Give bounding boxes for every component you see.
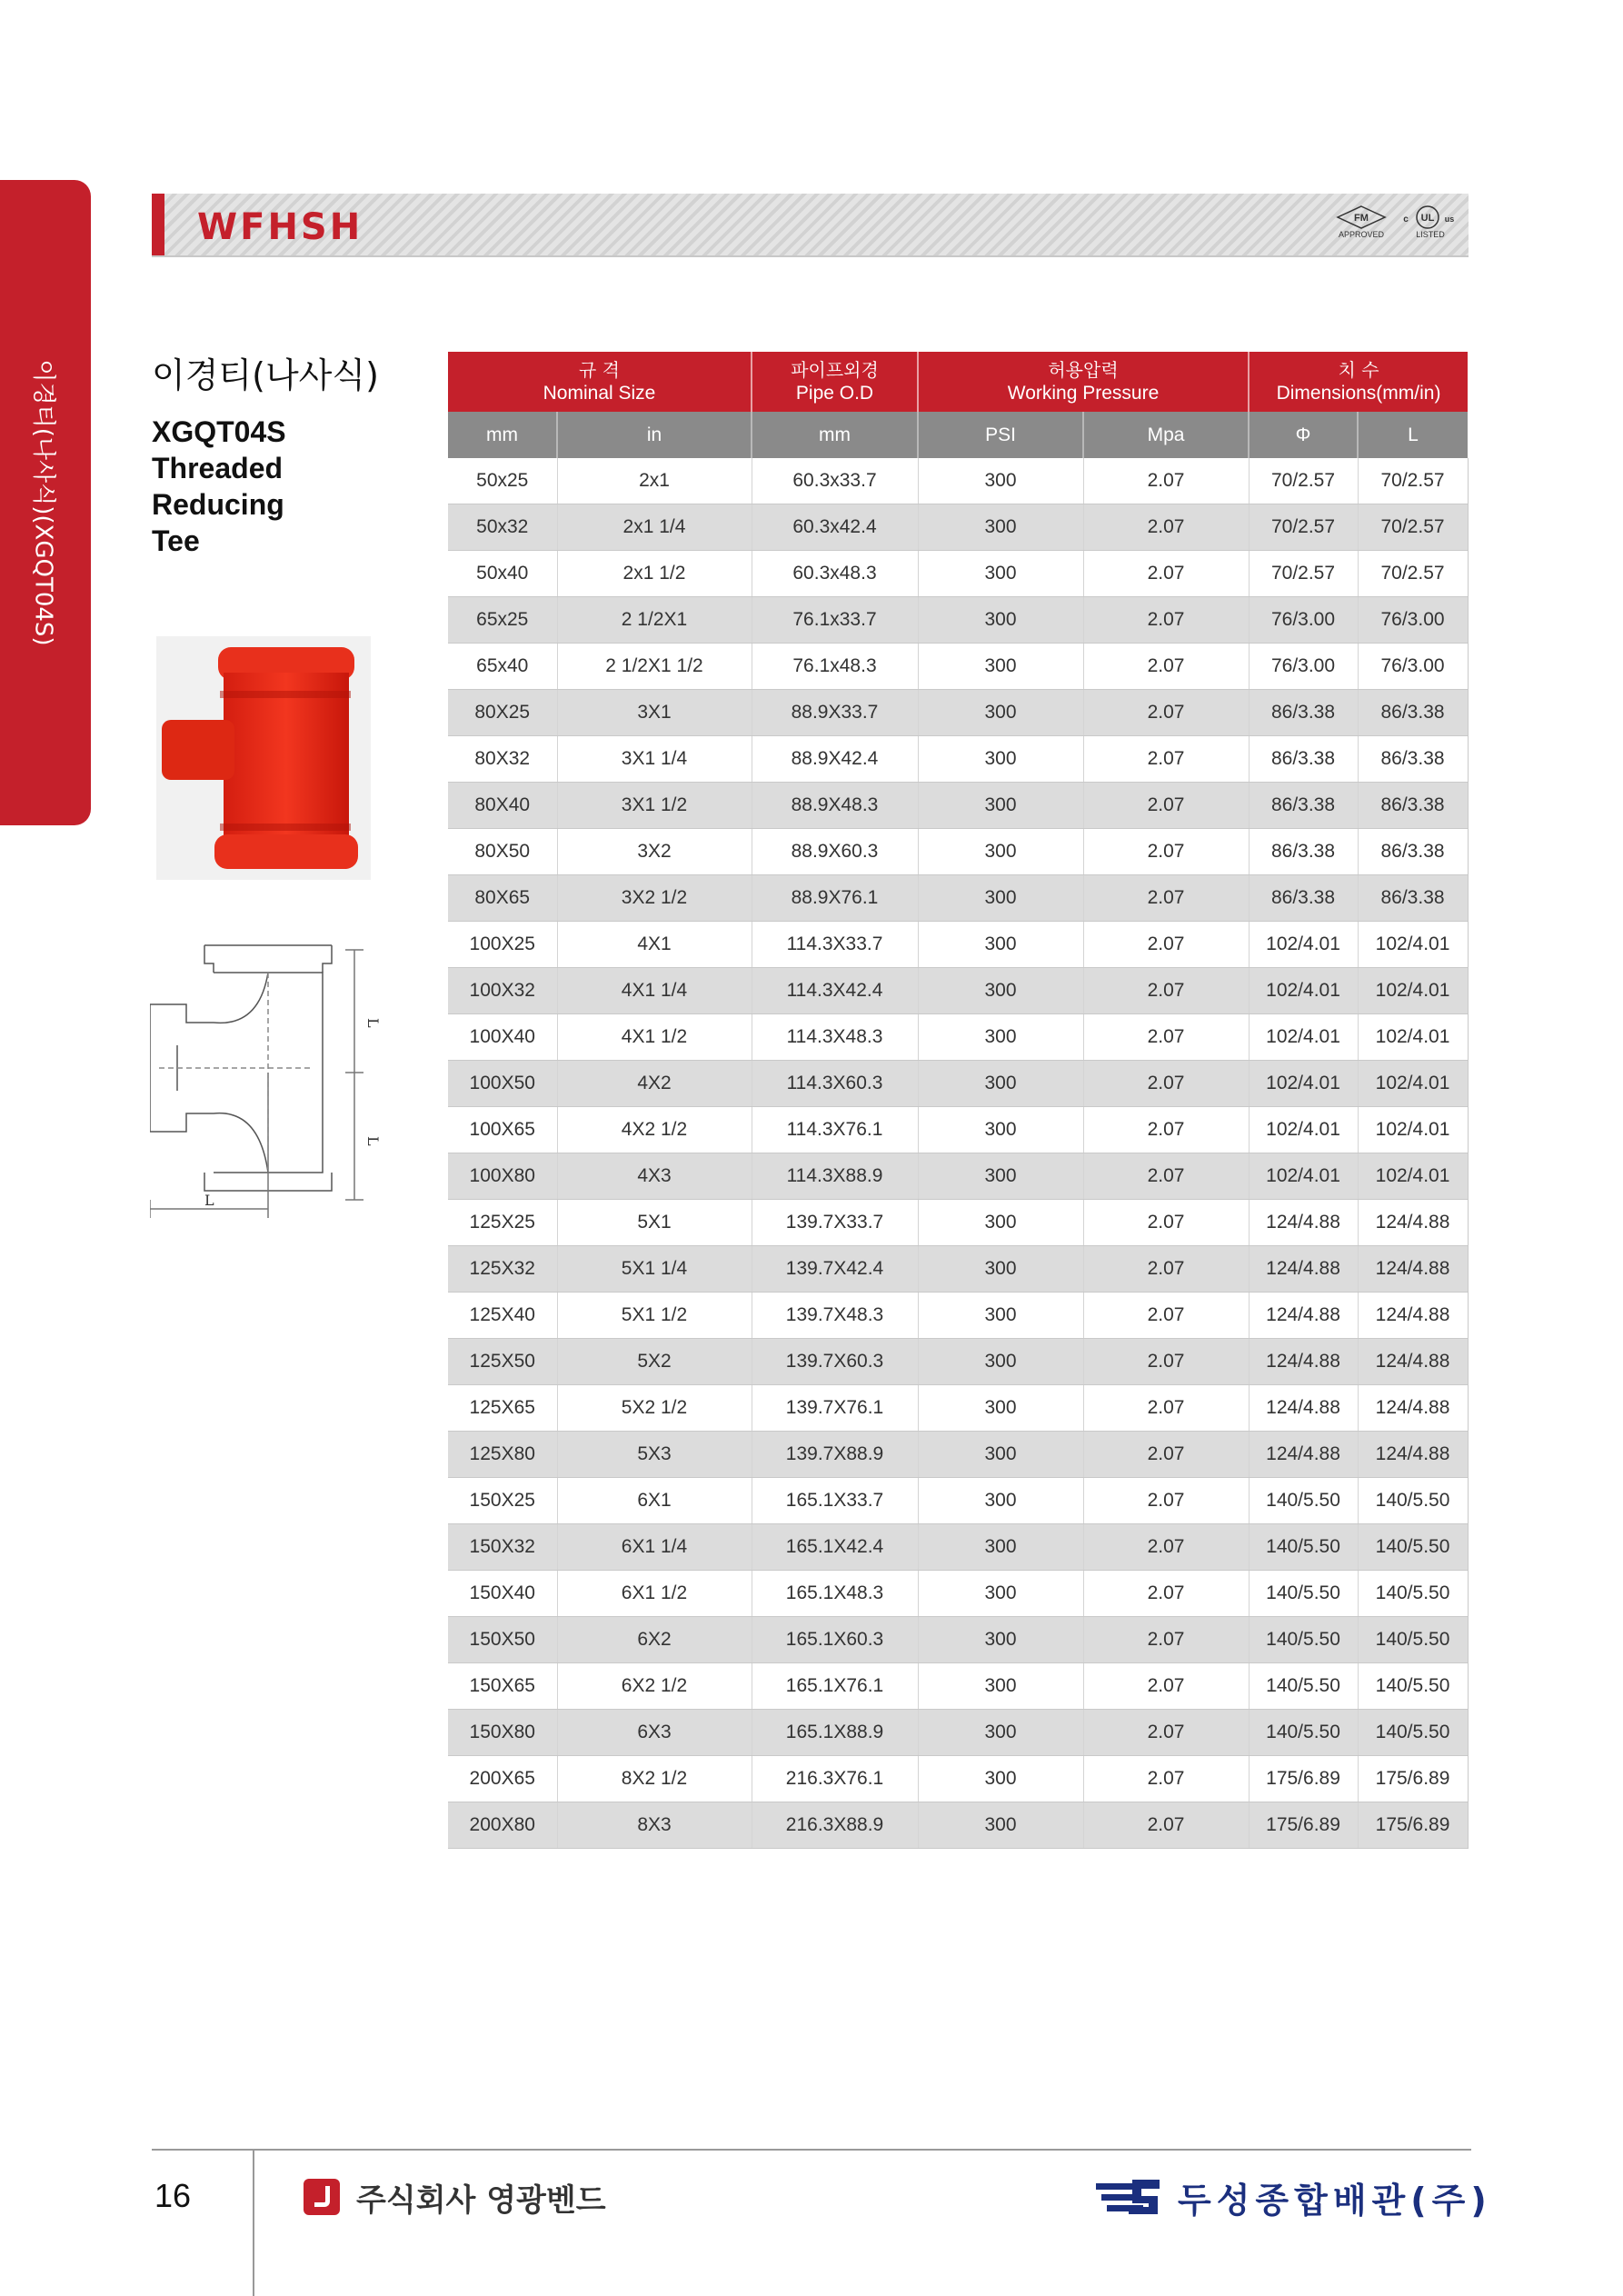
table-row	[448, 829, 1468, 875]
cell-pipe-od: 165.1X48.3	[752, 1571, 918, 1617]
cell-psi: 300	[918, 1200, 1083, 1246]
ul-label: LISTED	[1416, 230, 1445, 239]
cell-l: 175/6.89	[1358, 1802, 1468, 1849]
cell-pipe-od: 60.3x33.7	[752, 458, 918, 504]
cell-l: 70/2.57	[1358, 504, 1468, 551]
cell-l: 86/3.38	[1358, 690, 1468, 736]
cell-size-in: 4X1	[557, 922, 752, 968]
cell-mpa: 2.07	[1083, 875, 1249, 922]
cell-size-mm: 150X50	[448, 1617, 557, 1663]
cell-size-mm: 150X40	[448, 1571, 557, 1617]
fm-diamond-icon	[1336, 205, 1387, 230]
cell-size-mm: 100X32	[448, 968, 557, 1014]
cell-mpa: 2.07	[1083, 1524, 1249, 1571]
cell-phi: 70/2.57	[1249, 458, 1358, 504]
cell-size-mm: 125X25	[448, 1200, 557, 1246]
cell-size-mm: 125X50	[448, 1339, 557, 1385]
table-row	[448, 1478, 1468, 1524]
fm-label: APPROVED	[1338, 230, 1384, 239]
cell-size-mm: 80X40	[448, 783, 557, 829]
cell-pipe-od: 88.9X48.3	[752, 783, 918, 829]
cell-phi: 76/3.00	[1249, 597, 1358, 644]
footer-divider	[152, 2149, 1471, 2151]
cell-size-in: 4X2 1/2	[557, 1107, 752, 1153]
cell-phi: 140/5.50	[1249, 1710, 1358, 1756]
doosung-logo-icon	[1096, 2176, 1161, 2218]
cell-size-mm: 80X65	[448, 875, 557, 922]
cell-pipe-od: 216.3X88.9	[752, 1802, 918, 1849]
page-number: 16	[154, 2177, 192, 2214]
cell-l: 86/3.38	[1358, 829, 1468, 875]
table-row	[448, 1385, 1468, 1432]
cell-size-mm: 150X80	[448, 1710, 557, 1756]
cell-psi: 300	[918, 1014, 1083, 1061]
cell-l: 102/4.01	[1358, 1061, 1468, 1107]
table-row	[448, 1710, 1468, 1756]
cell-l: 140/5.50	[1358, 1617, 1468, 1663]
cell-size-in: 8X2 1/2	[557, 1756, 752, 1802]
cell-psi: 300	[918, 690, 1083, 736]
cell-pipe-od: 139.7X76.1	[752, 1385, 918, 1432]
company-right-name: 두성종합배관(주)	[1178, 2180, 1492, 2221]
table-row	[448, 1061, 1468, 1107]
cell-size-mm: 50x32	[448, 504, 557, 551]
cell-pipe-od: 216.3X76.1	[752, 1756, 918, 1802]
cell-mpa: 2.07	[1083, 829, 1249, 875]
cell-phi: 140/5.50	[1249, 1571, 1358, 1617]
cell-phi: 86/3.38	[1249, 783, 1358, 829]
cell-pipe-od: 76.1x48.3	[752, 644, 918, 690]
table-row	[448, 783, 1468, 829]
cell-l: 102/4.01	[1358, 1014, 1468, 1061]
cell-l: 70/2.57	[1358, 551, 1468, 597]
cell-phi: 175/6.89	[1249, 1756, 1358, 1802]
product-model: XGQT04S	[152, 415, 286, 448]
technical-drawing	[150, 936, 386, 1218]
cell-phi: 124/4.88	[1249, 1246, 1358, 1293]
cell-size-in: 2 1/2X1 1/2	[557, 644, 752, 690]
cell-size-in: 3X1 1/4	[557, 736, 752, 783]
cell-l: 124/4.88	[1358, 1293, 1468, 1339]
cell-pipe-od: 165.1X42.4	[752, 1524, 918, 1571]
table-row	[448, 1014, 1468, 1061]
cell-mpa: 2.07	[1083, 644, 1249, 690]
cell-pipe-od: 139.7X33.7	[752, 1200, 918, 1246]
cell-l: 76/3.00	[1358, 644, 1468, 690]
table-row	[448, 1432, 1468, 1478]
tee-cross-section-icon	[150, 936, 386, 1218]
cell-mpa: 2.07	[1083, 597, 1249, 644]
cell-pipe-od: 165.1X33.7	[752, 1478, 918, 1524]
subheader-mm: mm	[448, 412, 557, 458]
cell-pipe-od: 88.9X42.4	[752, 736, 918, 783]
cell-l: 124/4.88	[1358, 1432, 1468, 1478]
cell-l: 140/5.50	[1358, 1571, 1468, 1617]
cell-size-mm: 200X80	[448, 1802, 557, 1849]
red-tee-fitting-icon	[156, 636, 371, 880]
cell-psi: 300	[918, 1293, 1083, 1339]
cell-mpa: 2.07	[1083, 504, 1249, 551]
cell-mpa: 2.07	[1083, 1246, 1249, 1293]
table-row	[448, 644, 1468, 690]
header-working-pressure: 허용압력 Working Pressure	[918, 352, 1249, 412]
table-row	[448, 1246, 1468, 1293]
cell-phi: 140/5.50	[1249, 1663, 1358, 1710]
cell-size-mm: 80X50	[448, 829, 557, 875]
cell-pipe-od: 139.7X60.3	[752, 1339, 918, 1385]
cell-size-in: 2x1	[557, 458, 752, 504]
product-name-line: Reducing	[152, 488, 284, 521]
cell-mpa: 2.07	[1083, 1014, 1249, 1061]
cell-phi: 124/4.88	[1249, 1339, 1358, 1385]
sub-header-row	[448, 412, 1468, 458]
cell-pipe-od: 114.3X76.1	[752, 1107, 918, 1153]
cell-phi: 102/4.01	[1249, 922, 1358, 968]
product-photo	[156, 636, 371, 880]
cell-phi: 86/3.38	[1249, 829, 1358, 875]
cell-psi: 300	[918, 1061, 1083, 1107]
cell-size-in: 4X1 1/2	[557, 1014, 752, 1061]
cell-phi: 124/4.88	[1249, 1293, 1358, 1339]
table-row	[448, 690, 1468, 736]
dim-label-horizontal: L	[204, 1192, 214, 1209]
subheader-od-mm: mm	[752, 412, 918, 458]
cell-mpa: 2.07	[1083, 1385, 1249, 1432]
cell-mpa: 2.07	[1083, 1200, 1249, 1246]
cell-psi: 300	[918, 1107, 1083, 1153]
cell-size-in: 3X1	[557, 690, 752, 736]
cell-pipe-od: 139.7X88.9	[752, 1432, 918, 1478]
cell-mpa: 2.07	[1083, 690, 1249, 736]
cell-size-mm: 125X32	[448, 1246, 557, 1293]
cell-mpa: 2.07	[1083, 1339, 1249, 1385]
header-pipe-od: 파이프외경 Pipe O.D	[752, 352, 918, 412]
cell-mpa: 2.07	[1083, 551, 1249, 597]
cell-size-in: 8X3	[557, 1802, 752, 1849]
svg-text:c: c	[1403, 215, 1409, 225]
cell-pipe-od: 165.1X60.3	[752, 1617, 918, 1663]
table-row	[448, 504, 1468, 551]
cell-phi: 102/4.01	[1249, 1107, 1358, 1153]
company-right	[1096, 2172, 1492, 2221]
table-row	[448, 1339, 1468, 1385]
youngkwang-logo-icon	[304, 2179, 340, 2215]
cell-l: 140/5.50	[1358, 1524, 1468, 1571]
cell-psi: 300	[918, 1617, 1083, 1663]
cell-mpa: 2.07	[1083, 783, 1249, 829]
cell-psi: 300	[918, 458, 1083, 504]
cell-psi: 300	[918, 1524, 1083, 1571]
cell-size-in: 5X1	[557, 1200, 752, 1246]
cell-size-mm: 50x40	[448, 551, 557, 597]
cell-phi: 102/4.01	[1249, 1061, 1358, 1107]
product-title-english	[152, 414, 286, 559]
cell-size-mm: 100X25	[448, 922, 557, 968]
table-row	[448, 922, 1468, 968]
cell-size-mm: 200X65	[448, 1756, 557, 1802]
cell-psi: 300	[918, 1385, 1083, 1432]
cell-mpa: 2.07	[1083, 968, 1249, 1014]
banner-accent-bar	[152, 194, 164, 255]
cell-phi: 70/2.57	[1249, 551, 1358, 597]
cell-l: 102/4.01	[1358, 1153, 1468, 1200]
table-row	[448, 597, 1468, 644]
cell-mpa: 2.07	[1083, 458, 1249, 504]
cell-psi: 300	[918, 829, 1083, 875]
cell-phi: 175/6.89	[1249, 1802, 1358, 1849]
subheader-mpa: Mpa	[1083, 412, 1249, 458]
cell-size-in: 2 1/2X1	[557, 597, 752, 644]
table-row	[448, 1802, 1468, 1849]
cell-size-in: 2x1 1/4	[557, 504, 752, 551]
cell-phi: 70/2.57	[1249, 504, 1358, 551]
cell-phi: 76/3.00	[1249, 644, 1358, 690]
table-row	[448, 736, 1468, 783]
cell-phi: 102/4.01	[1249, 1153, 1358, 1200]
cell-size-in: 6X1	[557, 1478, 752, 1524]
table-row	[448, 1153, 1468, 1200]
cell-size-mm: 65x25	[448, 597, 557, 644]
cell-mpa: 2.07	[1083, 1710, 1249, 1756]
cell-l: 140/5.50	[1358, 1663, 1468, 1710]
subheader-phi: Φ	[1249, 412, 1358, 458]
cell-phi: 86/3.38	[1249, 690, 1358, 736]
cell-size-in: 3X2 1/2	[557, 875, 752, 922]
cell-psi: 300	[918, 1153, 1083, 1200]
table-row	[448, 458, 1468, 504]
cell-size-in: 4X3	[557, 1153, 752, 1200]
cell-l: 175/6.89	[1358, 1756, 1468, 1802]
cell-size-mm: 100X50	[448, 1061, 557, 1107]
cell-phi: 102/4.01	[1249, 1014, 1358, 1061]
cell-l: 102/4.01	[1358, 922, 1468, 968]
cell-size-in: 3X1 1/2	[557, 783, 752, 829]
table-row	[448, 1571, 1468, 1617]
header-dimensions: 치 수 Dimensions(mm/in)	[1249, 352, 1468, 412]
cell-psi: 300	[918, 1571, 1083, 1617]
dim-label-lower: L	[364, 1136, 382, 1146]
cell-l: 86/3.38	[1358, 783, 1468, 829]
cell-l: 102/4.01	[1358, 1107, 1468, 1153]
cell-mpa: 2.07	[1083, 1107, 1249, 1153]
cell-pipe-od: 88.9X76.1	[752, 875, 918, 922]
cell-l: 86/3.38	[1358, 736, 1468, 783]
fm-approved-badge	[1333, 205, 1389, 246]
ul-listed-badge	[1399, 205, 1462, 246]
cell-mpa: 2.07	[1083, 1432, 1249, 1478]
cell-size-in: 5X2	[557, 1339, 752, 1385]
cell-phi: 86/3.38	[1249, 736, 1358, 783]
brand-logo: WFHSH	[197, 206, 363, 248]
cell-size-mm: 50x25	[448, 458, 557, 504]
cell-size-in: 6X3	[557, 1710, 752, 1756]
cell-pipe-od: 60.3x42.4	[752, 504, 918, 551]
cell-l: 124/4.88	[1358, 1339, 1468, 1385]
header-banner	[152, 194, 1469, 257]
cell-pipe-od: 114.3X48.3	[752, 1014, 918, 1061]
svg-text:UL: UL	[1420, 213, 1435, 224]
cell-mpa: 2.07	[1083, 1153, 1249, 1200]
cell-size-mm: 150X65	[448, 1663, 557, 1710]
product-name-line: Tee	[152, 524, 200, 557]
side-tab-label: 이경티(나사식)(XGQT04S)	[29, 359, 57, 646]
cell-size-mm: 150X25	[448, 1478, 557, 1524]
cell-size-mm: 125X40	[448, 1293, 557, 1339]
table-row	[448, 875, 1468, 922]
table-row	[448, 1107, 1468, 1153]
cell-mpa: 2.07	[1083, 1571, 1249, 1617]
cell-l: 76/3.00	[1358, 597, 1468, 644]
cell-mpa: 2.07	[1083, 1663, 1249, 1710]
cell-size-in: 5X1 1/4	[557, 1246, 752, 1293]
cell-psi: 300	[918, 922, 1083, 968]
table-row	[448, 1200, 1468, 1246]
cell-size-in: 2x1 1/2	[557, 551, 752, 597]
cell-size-in: 5X1 1/2	[557, 1293, 752, 1339]
ul-circle-icon	[1400, 205, 1460, 230]
cell-size-mm: 125X65	[448, 1385, 557, 1432]
cell-psi: 300	[918, 783, 1083, 829]
cell-size-mm: 80X25	[448, 690, 557, 736]
cell-phi: 140/5.50	[1249, 1478, 1358, 1524]
cell-size-in: 6X1 1/2	[557, 1571, 752, 1617]
table-row	[448, 1756, 1468, 1802]
spec-table-body	[448, 458, 1468, 1849]
footer-vertical-divider	[253, 2149, 254, 2296]
table-row	[448, 1663, 1468, 1710]
cell-psi: 300	[918, 1756, 1083, 1802]
table-row	[448, 1293, 1468, 1339]
cell-size-in: 4X2	[557, 1061, 752, 1107]
cell-size-in: 5X3	[557, 1432, 752, 1478]
svg-text:FM: FM	[1354, 213, 1369, 224]
table-row	[448, 968, 1468, 1014]
cell-pipe-od: 165.1X88.9	[752, 1710, 918, 1756]
cell-size-in: 5X2 1/2	[557, 1385, 752, 1432]
cell-mpa: 2.07	[1083, 1756, 1249, 1802]
dim-label-upper: L	[364, 1018, 382, 1028]
cell-pipe-od: 139.7X42.4	[752, 1246, 918, 1293]
cell-psi: 300	[918, 551, 1083, 597]
cell-psi: 300	[918, 875, 1083, 922]
subheader-l: L	[1358, 412, 1468, 458]
header-nominal-size: 규 격 Nominal Size	[448, 352, 752, 412]
cell-size-in: 4X1 1/4	[557, 968, 752, 1014]
cell-l: 140/5.50	[1358, 1478, 1468, 1524]
company-left-name: 주식회사 영광벤드	[356, 2181, 606, 2219]
cell-psi: 300	[918, 1432, 1083, 1478]
cell-psi: 300	[918, 1710, 1083, 1756]
cell-psi: 300	[918, 968, 1083, 1014]
cell-size-mm: 150X32	[448, 1524, 557, 1571]
product-name-line: Threaded	[152, 452, 284, 484]
cell-l: 124/4.88	[1358, 1246, 1468, 1293]
cell-psi: 300	[918, 1802, 1083, 1849]
cell-pipe-od: 114.3X33.7	[752, 922, 918, 968]
cell-phi: 140/5.50	[1249, 1524, 1358, 1571]
cell-l: 70/2.57	[1358, 458, 1468, 504]
cell-size-mm: 100X65	[448, 1107, 557, 1153]
cell-psi: 300	[918, 1663, 1083, 1710]
cell-pipe-od: 114.3X60.3	[752, 1061, 918, 1107]
cell-pipe-od: 165.1X76.1	[752, 1663, 918, 1710]
cell-size-mm: 80X32	[448, 736, 557, 783]
cell-phi: 124/4.88	[1249, 1432, 1358, 1478]
cell-size-in: 6X1 1/4	[557, 1524, 752, 1571]
cell-l: 124/4.88	[1358, 1200, 1468, 1246]
svg-text:us: us	[1444, 215, 1455, 224]
product-title-korean: 이경티(나사식)	[152, 355, 379, 395]
cell-pipe-od: 76.1x33.7	[752, 597, 918, 644]
cell-phi: 86/3.38	[1249, 875, 1358, 922]
cell-psi: 300	[918, 504, 1083, 551]
cell-psi: 300	[918, 644, 1083, 690]
cell-mpa: 2.07	[1083, 1061, 1249, 1107]
cell-mpa: 2.07	[1083, 1802, 1249, 1849]
cell-size-mm: 125X80	[448, 1432, 557, 1478]
cell-phi: 124/4.88	[1249, 1385, 1358, 1432]
company-left	[304, 2174, 606, 2220]
cell-mpa: 2.07	[1083, 922, 1249, 968]
table-row	[448, 1524, 1468, 1571]
cell-phi: 124/4.88	[1249, 1200, 1358, 1246]
cell-size-mm: 100X40	[448, 1014, 557, 1061]
cell-pipe-od: 139.7X48.3	[752, 1293, 918, 1339]
cell-pipe-od: 88.9X33.7	[752, 690, 918, 736]
table-row	[448, 1617, 1468, 1663]
cell-mpa: 2.07	[1083, 1478, 1249, 1524]
cell-size-in: 3X2	[557, 829, 752, 875]
cell-mpa: 2.07	[1083, 1293, 1249, 1339]
subheader-in: in	[557, 412, 752, 458]
cell-phi: 102/4.01	[1249, 968, 1358, 1014]
subheader-psi: PSI	[918, 412, 1083, 458]
cell-size-mm: 65x40	[448, 644, 557, 690]
cell-psi: 300	[918, 1246, 1083, 1293]
cell-pipe-od: 114.3X42.4	[752, 968, 918, 1014]
cell-l: 102/4.01	[1358, 968, 1468, 1014]
cell-pipe-od: 88.9X60.3	[752, 829, 918, 875]
cell-size-mm: 100X80	[448, 1153, 557, 1200]
cell-pipe-od: 114.3X88.9	[752, 1153, 918, 1200]
cell-l: 140/5.50	[1358, 1710, 1468, 1756]
cell-psi: 300	[918, 1339, 1083, 1385]
cell-mpa: 2.07	[1083, 1617, 1249, 1663]
cell-l: 124/4.88	[1358, 1385, 1468, 1432]
cell-phi: 140/5.50	[1249, 1617, 1358, 1663]
cell-psi: 300	[918, 736, 1083, 783]
table-row	[448, 551, 1468, 597]
group-header-row	[448, 352, 1468, 412]
cell-mpa: 2.07	[1083, 736, 1249, 783]
cell-size-in: 6X2	[557, 1617, 752, 1663]
cell-pipe-od: 60.3x48.3	[752, 551, 918, 597]
cell-l: 86/3.38	[1358, 875, 1468, 922]
spec-table	[448, 352, 1469, 1849]
cell-psi: 300	[918, 1478, 1083, 1524]
cell-psi: 300	[918, 597, 1083, 644]
cell-size-in: 6X2 1/2	[557, 1663, 752, 1710]
